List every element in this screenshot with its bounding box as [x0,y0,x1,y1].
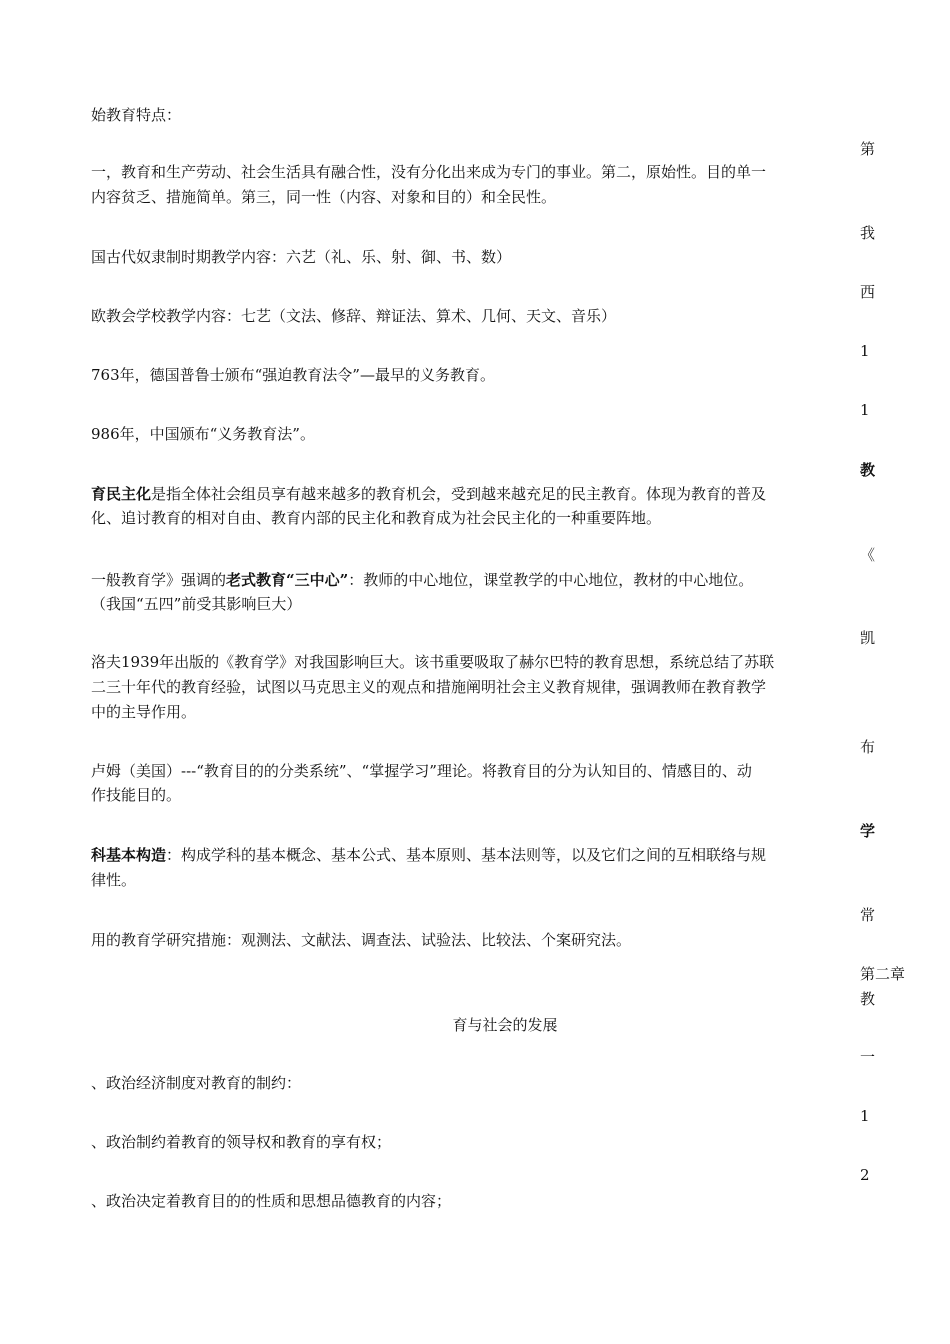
margin-char: 教 [860,990,876,1008]
chapter-title: 育与社会的发展 [452,1016,558,1034]
paragraph-line: 律性。 [91,871,137,889]
margin-char: 第 [860,140,876,158]
margin-char: 教 [860,461,876,479]
paragraph-line: 化、追讨教育的相对自由、教育内部的民主化和教育成为社会民主化的一种重要阵地。 [91,509,662,527]
margin-char: 西 [860,283,876,301]
line-text: 一般教育学》强调的 [91,571,227,589]
margin-char: 《 [860,546,876,564]
paragraph-line: 二三十年代的教育经验，试图以马克思主义的观点和措施阐明社会主义教育规律，强调教师在教育教学 [91,678,767,696]
margin-char: 1 [860,401,870,419]
paragraph-line: 一，教育和生产劳动、社会生活具有融合性，没有分化出来成为专门的事业。第二，原始性。目的单一 [91,163,767,181]
paragraph-line [91,844,861,866]
term-bold: 老式教育“三中心” [226,571,349,589]
line-text: ：教师的中心地位，课堂教学的中心地位，教材的中心地位。 [348,571,754,589]
line-text: 是指全体社会组员享有越来越多的教育机会，受到越来越充足的民主教育。体现为教育的普及 [151,485,767,503]
paragraph-line: （我国“五四”前受其影响巨大） [91,595,302,613]
paragraph-line: 、政治经济制度对教育的制约： [91,1074,302,1092]
margin-char: 2 [860,1166,870,1184]
chapter-label: 第二章 [860,965,906,983]
line-text: ：构成学科的基本概念、基本公式、基本原则、基本法则等，以及它们之间的互相联络与规 [166,846,767,864]
paragraph-line: 、政治制约着教育的领导权和教育的享有权； [91,1133,392,1151]
paragraph-line: 中的主导作用。 [91,703,197,721]
margin-char: 一 [860,1048,876,1066]
paragraph-line: 洛夫1939年出版的《教育学》对我国影响巨大。该书重要吸取了赫尔巴特的教育思想，系统总结了苏联 [91,653,775,671]
paragraph-line [91,569,861,591]
margin-char: 1 [860,1107,870,1125]
margin-char: 我 [860,224,876,242]
term-bold: 育民主化 [91,485,152,503]
paragraph-line: 内容贫乏、措施简单。第三，同一性（内容、对象和目的）和全民性。 [91,188,557,206]
paragraph-line: 始教育特点： [91,106,182,124]
paragraph-line: 欧教会学校教学内容：七艺（文法、修辞、辩证法、算术、几何、天文、音乐） [91,307,617,325]
paragraph-line: 作技能目的。 [91,786,182,804]
paragraph-line: 、政治决定着教育目的的性质和思想品德教育的内容； [91,1192,452,1210]
paragraph-line [91,483,861,505]
paragraph-line: 763年，德国普鲁士颁布“强迫教育法令”—最早的义务教育。 [91,366,495,384]
margin-char: 凯 [860,629,876,647]
term-bold: 科基本构造 [91,846,167,864]
margin-char: 1 [860,342,870,360]
paragraph-line: 卢姆（美国）---“教育目的的分类系统”、“掌握学习”理论。将教育目的分为认知目的、情感目的、动 [91,762,752,780]
paragraph-line: 国古代奴隶制时期教学内容：六艺（礼、乐、射、御、书、数） [91,248,512,266]
paragraph-line: 用的教育学研究措施：观测法、文献法、调查法、试验法、比较法、个案研究法。 [91,931,632,949]
margin-char: 学 [860,822,876,840]
paragraph-line: 986年，中国颁布“义务教育法”。 [91,425,315,443]
margin-char: 常 [860,906,876,924]
margin-char: 布 [860,738,876,756]
